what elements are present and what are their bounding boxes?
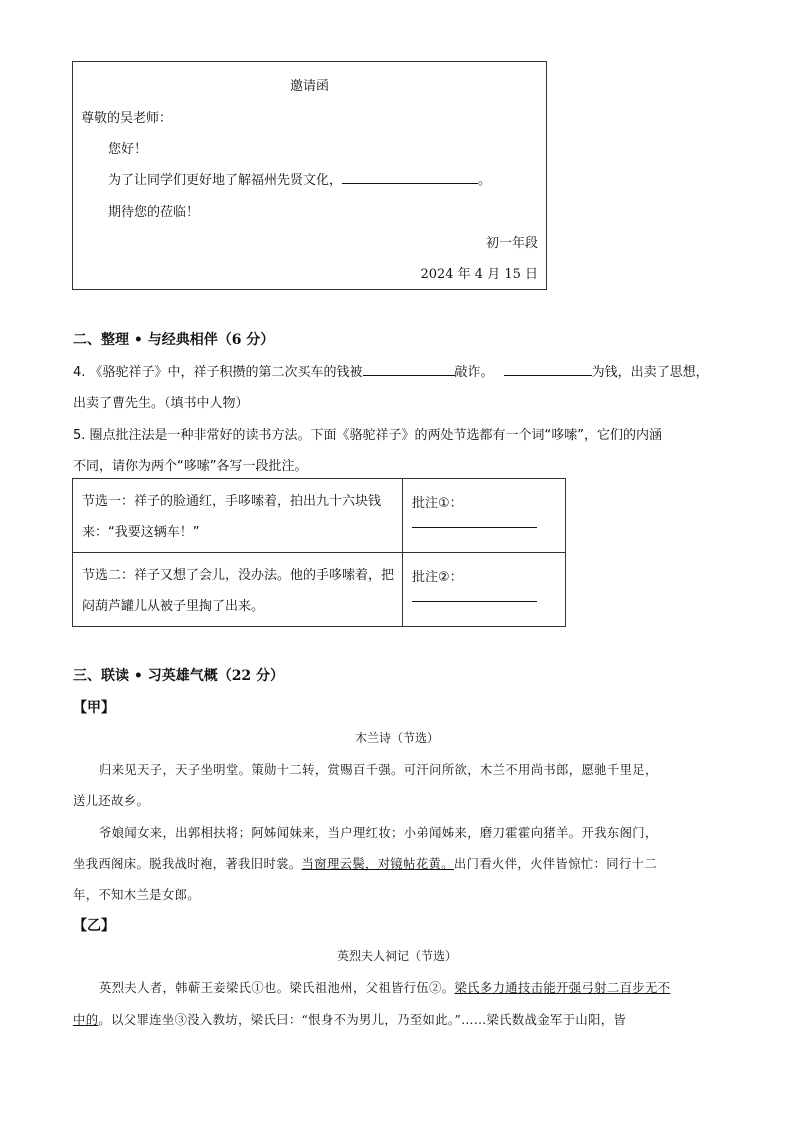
note-2-label: 批注②： [412, 570, 463, 585]
invitation-box [72, 61, 547, 290]
jia-p2-line1: 爷娘闻女来，出郭相扶将；阿姊闻妹来，当户理红妆；小弟闻姊来，磨刀霍霍向猪羊。开我东阁门， [99, 826, 658, 840]
invitation-body-prefix: 为了让同学们更好地了解福州先贤文化， [108, 173, 343, 188]
note-2-blank[interactable] [412, 601, 537, 602]
invitation-body-suffix: 。 [478, 173, 492, 188]
yi-underlined-sentence-2: 中的 [73, 1013, 99, 1027]
jia-p1-line1: 归来见天子，天子坐明堂。策勋十二转，赏赐百千强。可汗问所欲，木兰不用尚书郎，愿驰千里足， [99, 763, 658, 777]
excerpt-cell [73, 479, 403, 553]
q4-part2: 敲诈。 [454, 365, 494, 380]
invitation-body [108, 169, 491, 188]
jia-label: 【甲】 [73, 700, 115, 716]
excerpt-1: 节选一：祥子的脸通红，手哆嗦着，拍出九十六块钱来：“我要这辆车！” [82, 494, 382, 540]
jia-underlined-sentence: 当窗理云鬓，对镜帖花黄。 [301, 857, 454, 871]
yi-line1 [99, 978, 670, 996]
q4-blank-2[interactable] [504, 361, 592, 376]
note-cell [403, 479, 566, 553]
note-1-label: 批注①： [412, 496, 463, 511]
annotation-table [72, 478, 566, 627]
yi-line2-b: 。以父罪连坐③没入教坊，梁氏曰：“恨身不为男儿，乃至如此。”……梁氏数战金军于山阳，皆 [98, 1013, 627, 1027]
yi-label: 【乙】 [73, 918, 115, 934]
question-4-line1 [73, 361, 709, 380]
invitation-title: 邀请函 [289, 79, 329, 94]
note-1-blank[interactable] [412, 527, 537, 528]
q4-blank-1[interactable] [363, 361, 455, 376]
jia-p2-line2 [73, 854, 657, 872]
question-5-line1: 5. 圈点批注法是一种非常好的读书方法。下面《骆驼祥子》的两处节选都有一个词“哆嗦”，它们的内涵 [73, 428, 663, 443]
question-5-line2: 不同，请你为两个“哆嗦”各写一段批注。 [73, 459, 308, 474]
question-4-line2: 出卖了曹先生。（填书中人物） [73, 396, 249, 411]
note-cell [403, 553, 566, 627]
invitation-sender: 初一年段 [485, 236, 538, 251]
jia-p2-line2-b: 出门看火伴，火伴皆惊忙：同行十二 [453, 857, 658, 871]
jia-p2-line3: 年，不知木兰是女郎。 [73, 888, 200, 902]
table-row [73, 479, 566, 553]
q4-part1: 4. 《骆驼祥子》中，祥子积攒的第二次买车的钱被 [73, 365, 363, 380]
invitation-closing: 期待您的莅临！ [108, 205, 200, 220]
q4-part3: 为钱，出卖了思想， [591, 365, 709, 380]
invitation-answer-blank[interactable] [342, 169, 478, 184]
table-row [73, 553, 566, 627]
excerpt-2: 节选二：祥子又想了会儿，没办法。他的手哆嗦着，把闷葫芦罐儿从被子里掏了出来。 [82, 568, 395, 614]
invitation-date: 2024 年 4 月 15 日 [420, 267, 538, 282]
jia-title: 木兰诗（节选） [354, 731, 439, 745]
excerpt-cell [73, 553, 403, 627]
yi-line1-a: 英烈夫人者，韩蕲王妾梁氏①也。梁氏祖池州，父祖皆行伍②。 [99, 981, 455, 995]
yi-underlined-sentence-1: 梁氏多力通技击能开强弓射二百步无不 [454, 981, 671, 995]
section3-heading: 三、联读 • 习英雄气概（22 分） [73, 668, 285, 684]
yi-line2 [73, 1010, 626, 1028]
invitation-hello: 您好！ [108, 142, 148, 157]
yi-title: 英烈夫人祠记（节选） [336, 949, 457, 963]
section2-heading: 二、整理 • 与经典相伴（6 分） [73, 332, 275, 348]
invitation-greeting: 尊敬的吴老师： [81, 111, 173, 126]
jia-p2-line2-a: 坐我西阁床。脱我战时袍，著我旧时裳。 [73, 857, 302, 871]
jia-p1-line2: 送儿还故乡。 [73, 794, 150, 808]
